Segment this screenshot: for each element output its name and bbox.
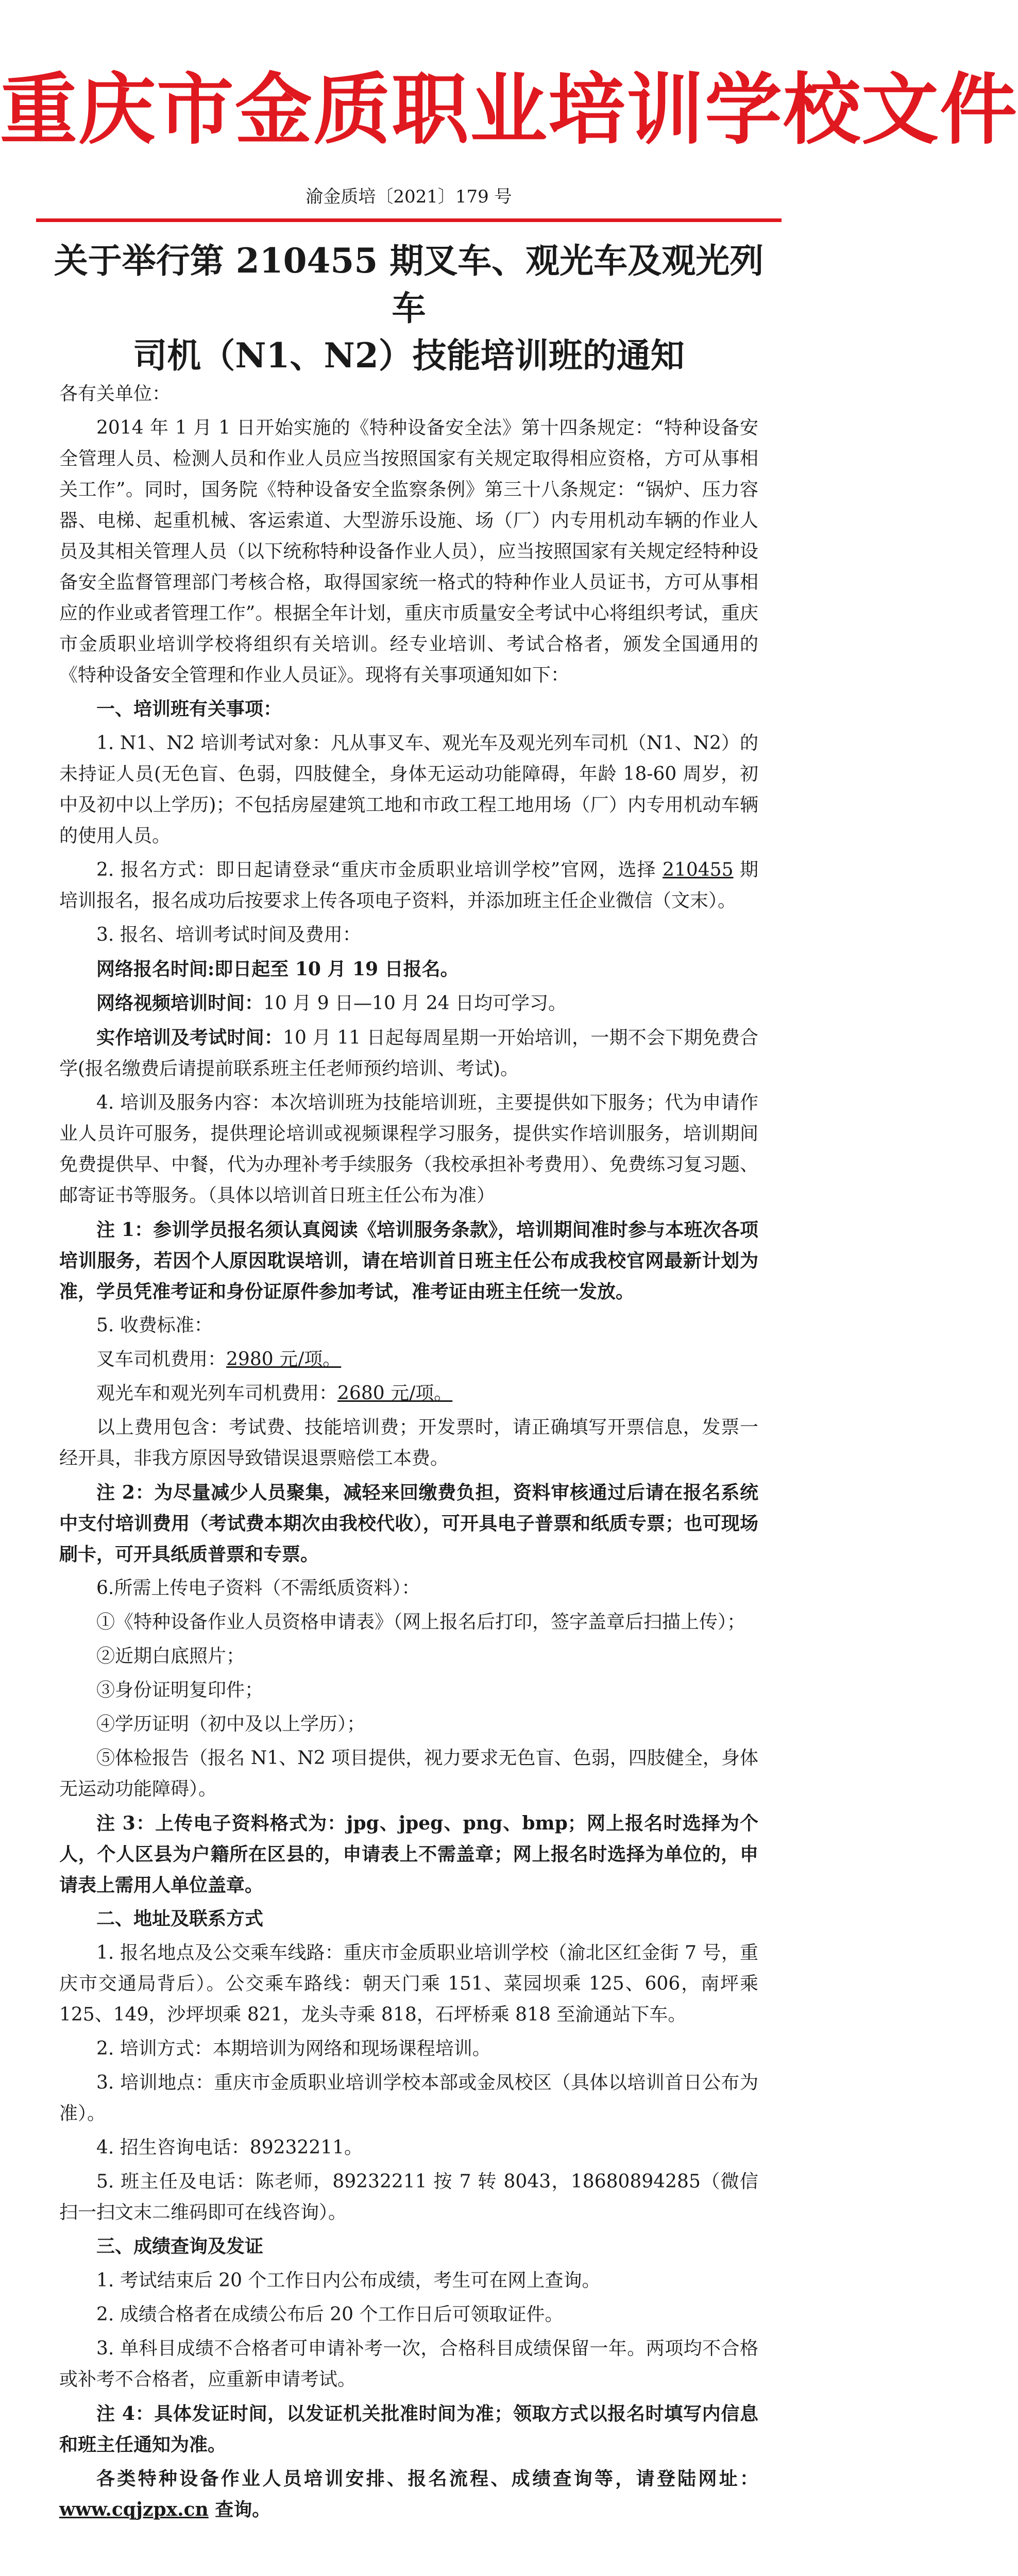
course-code: 210455 xyxy=(663,859,734,880)
note-4: 注 4：具体发证时间，以发证机关批准时间为准；领取方式以报名时填写内信息和班主任通知为准。 xyxy=(59,2403,758,2455)
online-registration-time: 网络报名时间:即日起至 10 月 19 日报名。 xyxy=(96,958,459,980)
notice-body xyxy=(59,379,758,2528)
practical-training-label: 实作培训及考试时间： xyxy=(96,1027,283,1048)
salutation: 各有关单位： xyxy=(59,383,171,404)
material-3: ③身份证明复印件； xyxy=(96,1680,264,1701)
note-3: 注 3：上传电子资料格式为：jpg、jpeg、png、bmp；网上报名时选择为个人，个人区县为户籍所在区县的，申请表上不需盖章；网上报名时选择为单位的，申请表上需用人单位盖章。 xyxy=(59,1812,758,1896)
forklift-fee-label: 叉车司机费用： xyxy=(96,1349,227,1370)
sightseeing-fee xyxy=(59,1378,758,1409)
sightseeing-fee-label: 观光车和观光列车司机费用： xyxy=(96,1383,338,1404)
item-2-text-b: 期培训报名，报名成功后按要求上传各项电子资料，并添加班主任企业微信（文末）。 xyxy=(59,859,758,911)
material-4: ④学历证明（初中及以上学历）； xyxy=(96,1714,366,1735)
section-3-item-3: 3. 单科目成绩不合格者可申请补考一次，合格科目成绩保留一年。两项均不合格或补考不合格者，应重新申请考试。 xyxy=(59,2338,758,2390)
closing-paragraph xyxy=(59,2463,758,2525)
video-training-value: 10 月 9 日—10 月 24 日均可学习。 xyxy=(263,993,567,1014)
note-2: 注 2：为尽量减少人员聚集，减轻来回缴费负担，资料审核通过后请在报名系统中支付培训费用（考试费本期次由我校代收），可开具电子普票和纸质专票；也可现场刷卡，可开具纸质普票和专票。 xyxy=(59,1482,758,1565)
online-video-training-time xyxy=(59,988,758,1019)
closing-text-a: 各类特种设备作业人员培训安排、报名流程、成绩查询等，请登陆网址： xyxy=(96,2468,758,2489)
section-1-item-4: 4. 培训及服务内容：本次培训班为技能培训班，主要提供如下服务；代为申请作业人员许可服务，提供理论培训或视频课程学习服务，提供实作培训服务，培训期间免费提供早、中餐，代为办理补考手续服务（我校承担补考费用）、免费练习复习题、邮寄证书等服务。（具体以培训首日班主任公布为准） xyxy=(59,1092,758,1206)
sightseeing-fee-value: 2680 元/项。 xyxy=(337,1383,453,1404)
section-2-item-1: 1. 报名地点及公交乘车线路：重庆市金质职业培训学校（渝北区红金街 7 号，重庆市交通局背后）。公交乘车路线：朝天门乘 151、菜园坝乘 125、606，南坪乘 125、149，沙坪坝乘 821，龙头寺乘 818，石坪桥乘 818 至渝通站下车。 xyxy=(59,1942,758,2025)
material-2: ②近期白底照片； xyxy=(96,1646,245,1667)
header-red-rule xyxy=(36,218,782,222)
note-1: 注 1：参训学员报名须认真阅读《培训服务条款》，培训期间准时参与本班次各项培训服务，若因个人原因耽误培训，请在培训首日班主任公布成我校官网最新计划为准，学员凭准考证和身份证原件参加考试，准考证由班主任统一发放。 xyxy=(59,1219,758,1302)
material-1: ①《特种设备作业人员资格申请表》（网上报名后打印，签字盖章后扫描上传）； xyxy=(96,1612,746,1633)
fee-includes: 以上费用包含：考试费、技能培训费；开发票时，请正确填写开票信息，发票一经开具，非我方原因导致错误退票赔偿工本费。 xyxy=(59,1417,758,1469)
section-2-item-2: 2. 培训方式：本期培训为网络和现场课程培训。 xyxy=(96,2038,491,2059)
section-2-heading: 二、地址及联系方式 xyxy=(96,1908,264,1929)
section-1-item-2 xyxy=(59,855,758,917)
section-3-item-2: 2. 成绩合格者在成绩公布后 20 个工作日后可领取证件。 xyxy=(96,2304,564,2325)
title-line-2: 司机（N1、N2）技能培训班的通知 xyxy=(133,335,685,376)
item-2-text-a: 2. 报名方式：即日起请登录“重庆市金质职业培训学校”官网，选择 xyxy=(96,859,663,880)
section-3-heading: 三、成绩查询及发证 xyxy=(96,2236,264,2257)
section-1-item-5: 5. 收费标准： xyxy=(96,1315,213,1336)
section-1-item-3: 3. 报名、培训考试时间及费用： xyxy=(96,924,361,945)
section-2-item-5: 5. 班主任及电话：陈老师，89232211 按 7 转 8043，18680894285（微信扫一扫文末二维码即可在线咨询）。 xyxy=(59,2171,758,2223)
intro-paragraph: 2014 年 1 月 1 日开始实施的《特种设备安全法》第十四条规定：“特种设备安全管理人员、检测人员和作业人员应当按照国家有关规定取得相应资格，方可从事相关工作”。同时，国务院《特种设备安全监察条例》第三十八条规定：“锅炉、压力容器、电梯、起重机械、客运索道、大型游乐设施、场（厂）内专用机动车辆的作业人员及其相关管理人员（以下统称特种设备作业人员），应当按照国家有关规定经特种设备安全监督管理部门考核合格，取得国家统一格式的特种作业人员证书，方可从事相应的作业或者管理工作”。根据全年计划，重庆市质量安全考试中心将组织考试，重庆市金质职业培训学校将组织有关培训。经专业培训、考试合格者，颁发全国通用的《特种设备安全管理和作业人员证》。现将有关事项通知如下： xyxy=(59,417,758,686)
section-1-item-1: 1. N1、N2 培训考试对象：凡从事叉车、观光车及观光列车司机（N1、N2）的未持证人员(无色盲、色弱，四肢健全，身体无运动功能障碍，年龄 18-60 周岁，初中及初中以上学历)；不包括房屋建筑工地和市政工程工地用场（厂）内专用机动车辆的使用人员。 xyxy=(59,733,758,846)
forklift-fee-value: 2980 元/项。 xyxy=(226,1349,342,1370)
document-number: 渝金质培〔2021〕179 号 xyxy=(306,187,512,207)
video-training-label: 网络视频培训时间： xyxy=(96,992,264,1014)
section-3-item-1: 1. 考试结束后 20 个工作日内公布成绩，考生可在网上查询。 xyxy=(96,2270,601,2291)
section-2-item-4: 4. 招生咨询电话：89232211。 xyxy=(96,2137,363,2158)
section-2-item-3: 3. 培训地点：重庆市金质职业培训学校本部或金凤校区（具体以培训首日公布为准）。 xyxy=(59,2072,758,2124)
practical-training-time xyxy=(59,1022,758,1084)
closing-text-b: 查询。 xyxy=(208,2499,271,2520)
website-link[interactable]: www.cqjzpx.cn xyxy=(59,2499,209,2520)
title-line-1: 关于举行第 210455 期叉车、观光车及观光列车 xyxy=(54,241,764,328)
forklift-fee xyxy=(59,1344,758,1375)
document-masthead: 重庆市金质职业培训学校文件 xyxy=(0,64,1018,155)
material-5: ⑤体检报告（报名 N1、N2 项目提供，视力要求无色盲、色弱，四肢健全，身体无运动功能障碍）。 xyxy=(59,1748,758,1800)
section-1-item-6: 6.所需上传电子资料（不需纸质资料）： xyxy=(96,1578,420,1599)
notice-title xyxy=(41,237,776,379)
section-1-heading: 一、培训班有关事项： xyxy=(96,699,282,720)
practical-training-value: 10 月 11 日起每周星期一开始培训，一期不会下期免费合学(报名缴费后请提前联系班主任老师预约培训、考试)。 xyxy=(59,1027,758,1079)
